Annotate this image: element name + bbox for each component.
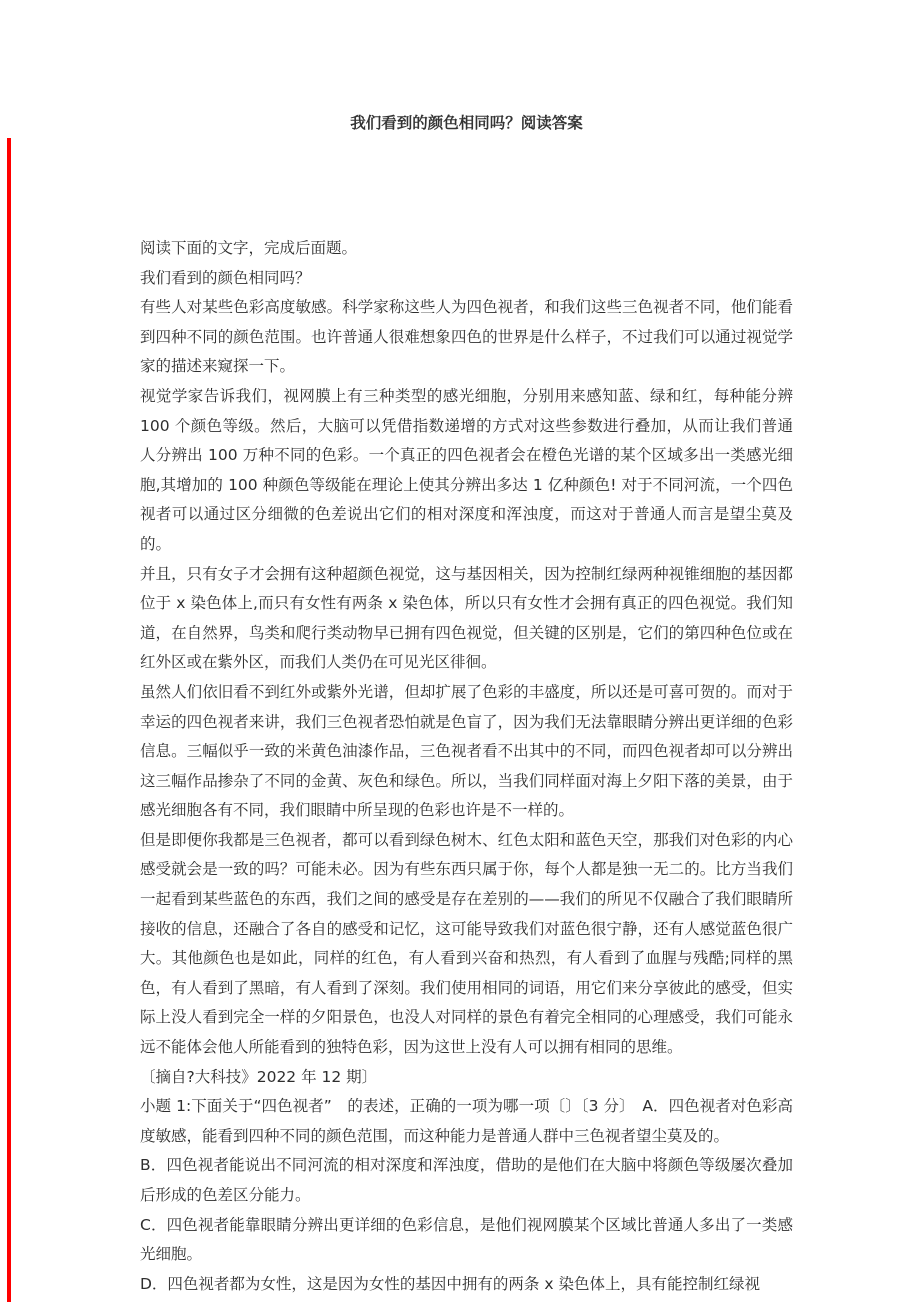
document-body	[140, 234, 793, 1299]
body-paragraph: 视觉学家告诉我们，视网膜上有三种类型的感光细胞，分别用来感知蓝、绿和红，每种能分辨 100 个颜色等级。然后，大脑可以凭借指数递增的方式对这些参数进行叠加，从而让我们普通人分辨出 100 万种不同的色彩。一个真正的四色视者会在橙色光谱的某个区域多出一类感光细胞,其增加的 100 种颜色等级能在理论上使其分辨出多达 1 亿种颜色! 对于不同河流，一个四色视者可以通过区分细微的色差说出它们的相对深度和浑浊度，而这对于普通人而言是望尘莫及的。	[140, 386, 793, 553]
page-title: 我们看到的颜色相同吗？阅读答案	[350, 114, 583, 132]
body-paragraph: D．四色视者都为女性，这是因为女性的基因中拥有的两条 x 染色体上，具有能控制红绿视	[140, 1274, 760, 1293]
body-paragraph: 〔摘自?大科技》2022 年 12 期〕	[140, 1067, 378, 1086]
left-margin-bar	[7, 138, 11, 1302]
body-paragraph: 我们看到的颜色相同吗？	[140, 268, 311, 287]
document-content	[140, 112, 793, 1299]
body-paragraph: B．四色视者能说出不同河流的相对深度和浑浊度，借助的是他们在大脑中将颜色等级屡次叠加后形成的色差区分能力。	[140, 1156, 793, 1204]
body-paragraph: 小题 1:下面关于“四色视者” 的表述，正确的一项为哪一项〔〕〔3 分〕 A．四色视者对色彩高度敏感，能看到四种不同的颜色范围，而这种能力是普通人群中三色视者望尘莫及的。	[140, 1097, 793, 1145]
body-paragraph: 虽然人们依旧看不到红外或紫外光谱，但却扩展了色彩的丰盛度，所以还是可喜可贺的。而对于幸运的四色视者来讲，我们三色视者恐怕就是色盲了，因为我们无法靠眼睛分辨出更详细的色彩信息。三幅似乎一致的米黄色油漆作品，三色视者看不出其中的不同，而四色视者却可以分辨出这三幅作品掺杂了不同的金黄、灰色和绿色。所以，当我们同样面对海上夕阳下落的美景，由于感光细胞各有不同，我们眼睛中所呈现的色彩也许是不一样的。	[140, 682, 793, 820]
body-paragraph: 有些人对某些色彩高度敏感。科学家称这些人为四色视者，和我们这些三色视者不同，他们能看到四种不同的颜色范围。也许普通人很难想象四色的世界是什么样子，不过我们可以通过视觉学家的描述来窥探一下。	[140, 298, 793, 376]
body-paragraph: 阅读下面的文字，完成后面题。	[140, 239, 358, 257]
body-paragraph: C．四色视者能靠眼睛分辨出更详细的色彩信息，是他们视网膜某个区域比普通人多出了一类感光细胞。	[140, 1215, 793, 1264]
body-paragraph: 但是即便你我都是三色视者，都可以看到绿色树木、红色太阳和蓝色天空，那我们对色彩的内心感受就会是一致的吗？可能未必。因为有些东西只属于你，每个人都是独一无二的。比方当我们一起看到某些蓝色的东西，我们之间的感受是存在差别的——我们的所见不仅融合了我们眼睛所接收的信息，还融合了各自的感受和记忆，这可能导致我们对蓝色很宁静，还有人感觉蓝色很广大。其他颜色也是如此，同样的红色，有人看到兴奋和热烈，有人看到了血腥与残酷;同样的黑色，有人看到了黑暗，有人看到了深刻。我们使用相同的词语，用它们来分享彼此的感受，但实际上没人看到完全一样的夕阳景色，也没人对同样的景色有着完全相同的心理感受，我们可能永远不能体会他人所能看到的独特色彩，因为这世上没有人可以拥有相同的思维。	[140, 830, 793, 1057]
body-paragraph: 并且，只有女子才会拥有这种超颜色视觉，这与基因相关，因为控制红绿两种视锥细胞的基因都位于 x 染色体上,而只有女性有两条 x 染色体，所以只有女性才会拥有真正的四色视觉。我们知道，在自然界，鸟类和爬行类动物早已拥有四色视觉，但关键的区别是，它们的第四种色位或在红外区或在紫外区，而我们人类仍在可见光区徘徊。	[140, 564, 793, 672]
